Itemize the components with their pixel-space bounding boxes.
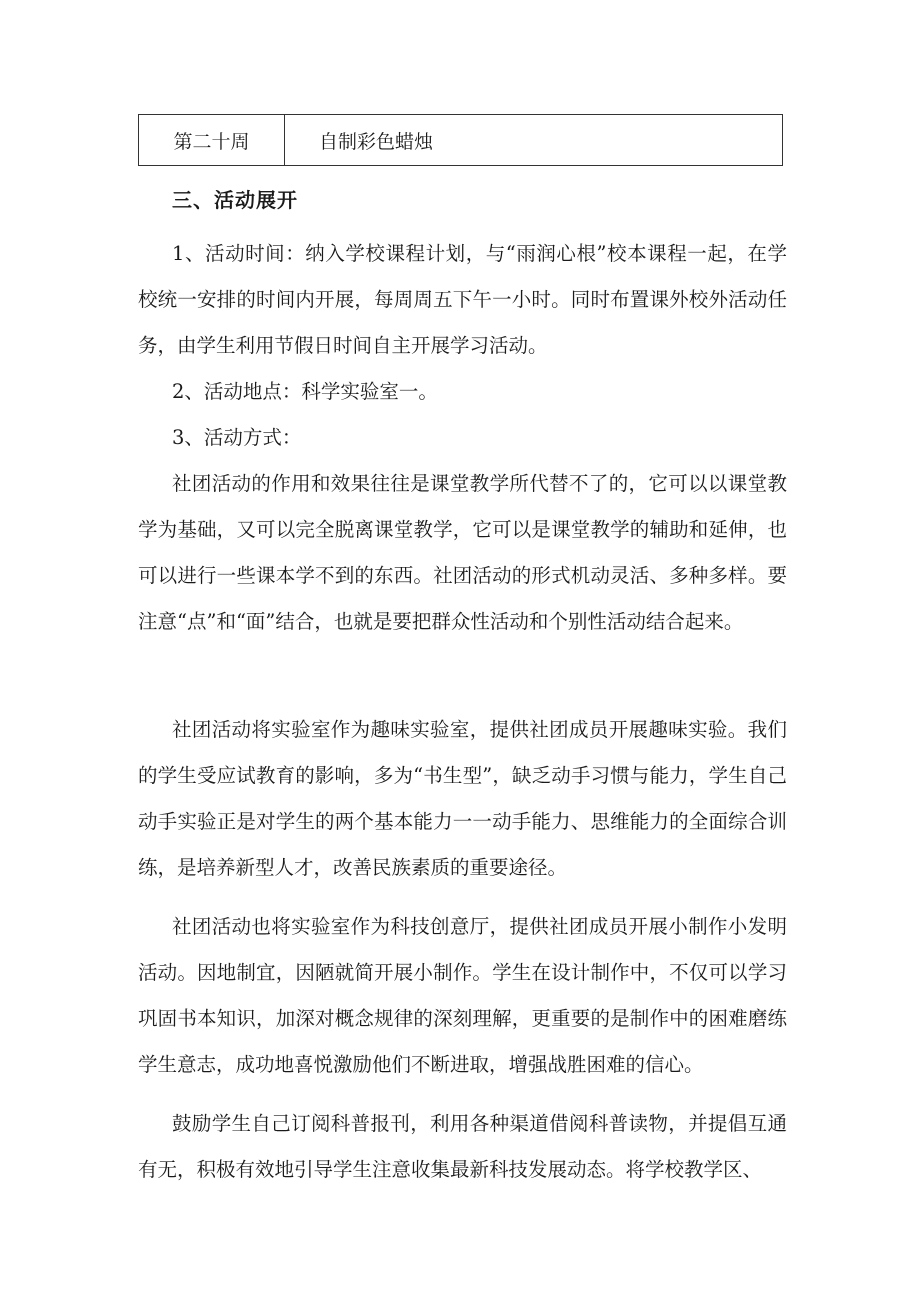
body-paragraph: 社团活动将实验室作为趣味实验室，提供社团成员开展趣味实验。我们的学生受应试教育的影响，多为“书生型”，缺乏动手习惯与能力，学生自己动手实验正是对学生的两个基本能力一一动手能力、思维能力的全面综合训练，是培养新型人才，改善民族素质的重要途径。 (138, 718, 787, 879)
body-paragraph: 社团活动的作用和效果往往是课堂教学所代替不了的，它可以以课堂教学为基础，又可以完全脱离课堂教学，它可以是课堂教学的辅助和延伸，也可以进行一些课本学不到的东西。社团活动的形式机动灵活、多种多样。要注意“点”和“面”结合，也就是要把群众性活动和个别性活动结合起来。 (138, 472, 787, 633)
schedule-table (138, 114, 783, 166)
activity-cell: 自制彩色蜡烛 (285, 115, 783, 166)
activity-time-paragraph: 1、活动时间：纳入学校课程计划，与“雨润心根”校本课程一起，在学校统一安排的时间内开展，每周周五下午一小时。同时布置课外校外活动任务，由学生利用节假日时间自主开展学习活动。 (138, 242, 787, 357)
table-row (139, 115, 783, 166)
activity-method-paragraph: 3、活动方式： (172, 426, 302, 449)
week-cell: 第二十周 (139, 115, 285, 166)
activity-place-paragraph: 2、活动地点：科学实验室一。 (172, 380, 438, 403)
body-paragraph: 鼓励学生自己订阅科普报刊，利用各种渠道借阅科普读物，并提倡互通有无，积极有效地引导学生注意收集最新科技发展动态。将学校教学区、 (138, 1112, 787, 1181)
section-heading: 三、活动展开 (172, 188, 298, 212)
body-paragraph: 社团活动也将实验室作为科技创意厅，提供社团成员开展小制作小发明活动。因地制宜，因陋就简开展小制作。学生在设计制作中，不仅可以学习巩固书本知识，加深对概念规律的深刻理解，更重要的是制作中的困难磨练学生意志，成功地喜悦激励他们不断进取，增强战胜困难的信心。 (138, 915, 787, 1076)
